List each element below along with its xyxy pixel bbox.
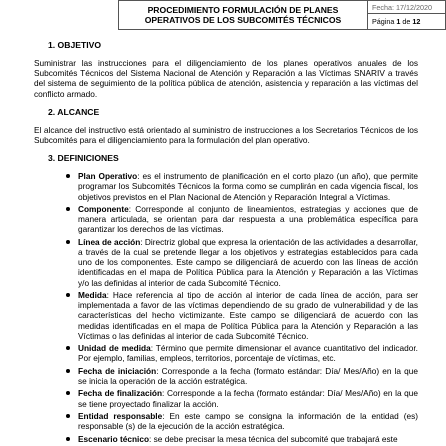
- bullet-icon: [66, 369, 70, 373]
- bullet-icon: [66, 174, 70, 178]
- page-of: de: [402, 17, 411, 26]
- definition-text: : Corresponde al conjunto de lineamientos, estrategias y acciones que de manera articulada, se orientan para dar respuesta a una problemática específica para garantizar los derechos de las víctimas.: [78, 204, 418, 235]
- list-item: [78, 366, 418, 386]
- section-objetivo-text: Suministrar las instrucciones para el diligenciamiento de los planes operativos anuales de los Subcomités Técnicos del Sistema Nacional de Atención y Reparación a las Víctimas SNARIV a través del sistema de seguimiento de la política pública de atención, asistencia y reparación a las víctimas del conflicto armado.: [34, 58, 418, 99]
- page-number: [368, 14, 446, 30]
- document-date: Fecha: 17/12/2020: [368, 1, 446, 14]
- document-title-line2: OPERATIVOS DE LOS SUBCOMITÉS TÉCNICOS: [144, 15, 342, 25]
- list-item: [78, 434, 418, 444]
- document-header: [118, 0, 446, 30]
- bullet-icon: [66, 391, 70, 395]
- bullet-icon: [66, 207, 70, 211]
- definition-text: : Corresponde a la fecha (formato estándar: Día/ Mes/Año) en la que se tiene proyectado finalizar la acción.: [78, 388, 419, 409]
- definition-term: Medida: [78, 290, 107, 301]
- document-title: [119, 1, 368, 30]
- definition-term: Unidad de medida: [78, 343, 151, 354]
- page-total: 12: [412, 17, 421, 26]
- definition-text: : Corresponde a la fecha (formato estándar: Día/ Mes/Año) en la que se inicia la operación de la acción estratégica.: [78, 365, 419, 387]
- section-alcance-heading: 2. ALCANCE: [48, 106, 100, 117]
- definitions-list: [34, 171, 418, 444]
- page-current: 1: [396, 17, 401, 26]
- document-body: [34, 40, 418, 446]
- section-alcance-text: El alcance del instructivo está orientado al suministro de instrucciones a los Secretarios Técnicos de los Subcomités para el diligenciamiento para la formulación del plan operativo.: [34, 124, 418, 146]
- definition-text: : En este campo se consigna la información de la entidad (es) responsable (s) de la ejecución de la acción estratégica.: [78, 411, 418, 432]
- definition-term: Línea de acción: [78, 236, 141, 247]
- bullet-icon: [66, 293, 70, 297]
- list-item: [78, 290, 418, 341]
- definition-text: : Hace referencia al tipo de acción al interior de cada línea de acción, para ser implementada a favor de las víctimas dependiendo de su grado de vulnerabilidad y de las características del hecho victimizante. Este campo se diligenciará de acuerdo con las medidas identificadas en el mapa de Política Pública para la Atención y Reparación a las Víctimas o las definidas al interior de cada Subcomité Técnico.: [78, 290, 418, 341]
- definition-text: : se debe precisar la mesa técnica del subcomité que trabajará este: [149, 433, 398, 444]
- list-item: [78, 411, 418, 431]
- definition-term: Fecha de iniciación: [78, 365, 157, 376]
- list-item: [78, 388, 418, 408]
- list-item: [78, 204, 418, 235]
- definition-text: : Directriz global que expresa la orientación de las actividades a desarrollar, a través de la cual se pretende llegar a los objetivos y estrategias establecidos para cada uno de los componentes. Este campo se diligenciará de acuerdo con las líneas de acción identificadas en el mapa de Política Pública para la Atención y Reparación a las Víctimas y/o las definidas al interior de cada Subcomité Técnico.: [78, 236, 418, 288]
- bullet-icon: [66, 437, 70, 441]
- section-definiciones-heading: 3. DEFINICIONES: [48, 153, 119, 164]
- list-item: [78, 171, 418, 202]
- bullet-icon: [66, 414, 70, 418]
- bullet-icon: [66, 346, 70, 350]
- definition-term: Fecha de finalización: [78, 388, 163, 399]
- page-prefix: Página: [372, 17, 395, 26]
- definition-term: Entidad responsable: [78, 411, 163, 421]
- list-item: [78, 343, 418, 363]
- definition-text: : Término que permite dimensionar el avance cuantitativo del indicador. Por ejemplo, familias, empleos, territorios, porcentaje de víctimas, etc.: [78, 343, 418, 364]
- definition-term: Componente: [78, 204, 129, 215]
- definition-term: Plan Operativo: [78, 171, 138, 182]
- document-title-line1: PROCEDIMIENTO FORMULACIÓN DE PLANES: [147, 5, 339, 15]
- list-item: [78, 237, 418, 288]
- definition-text: : es el instrumento de planificación en el corto plazo (un año), que permite programar los Subcomités Técnicos la forma como se cumplirán en cada vigencia fiscal, los objetivos previstos en el Plan Nacional de Atención y Reparación Integral a Víctimas.: [78, 171, 419, 202]
- section-objetivo-heading: 1. OBJETIVO: [48, 40, 102, 50]
- bullet-icon: [66, 240, 70, 244]
- definition-term: Escenario técnico: [78, 433, 150, 444]
